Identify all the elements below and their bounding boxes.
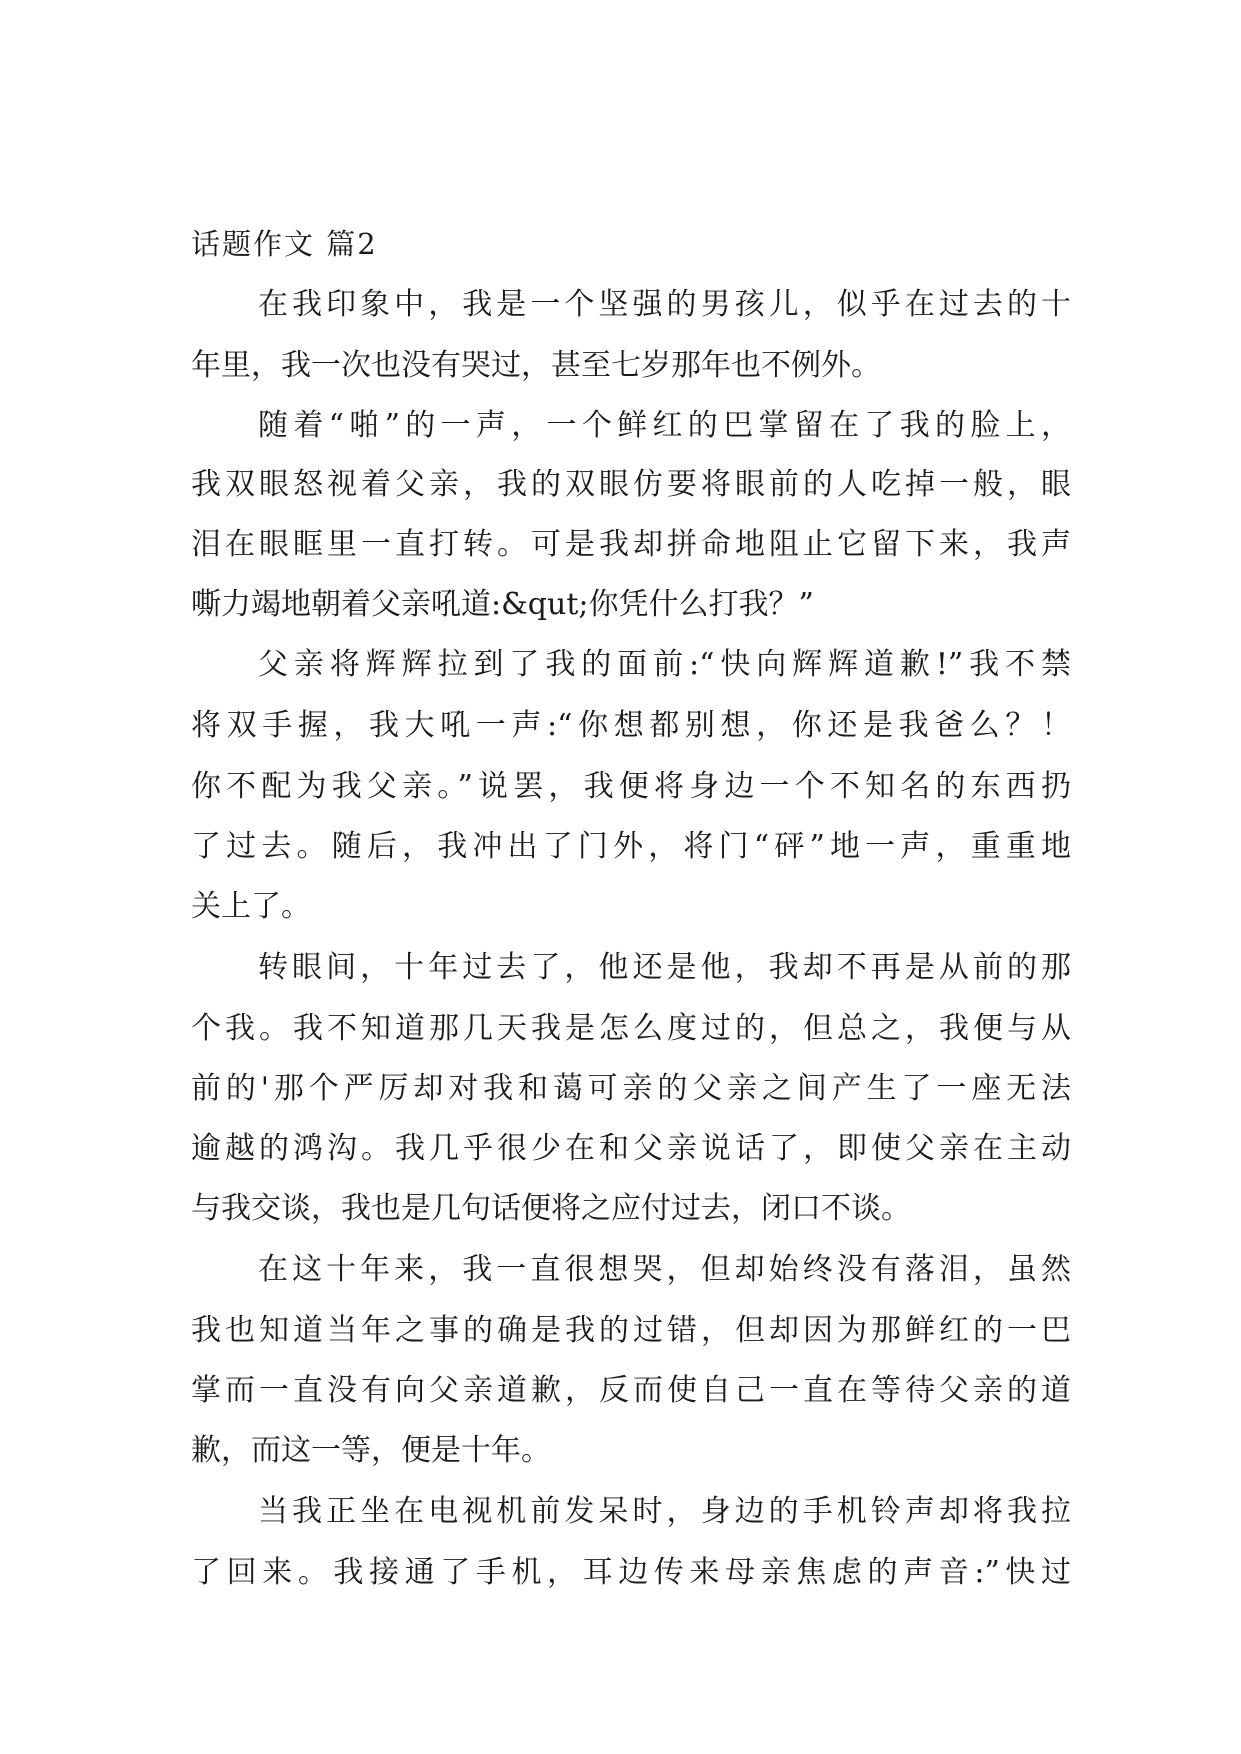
text-line: 随着“啪”的一声，一个鲜红的巴掌留在了我的脸上， (258, 408, 1071, 443)
text-line: 了过去。随后，我冲出了门外，将门“砰”地一声，重重地 (191, 829, 1071, 864)
document-title: 话题作文 篇2 (191, 227, 378, 261)
text-line: 父亲将辉辉拉到了我的面前:“快向辉辉道歉!”我不禁 (258, 647, 1071, 682)
text-line: 在我印象中，我是一个坚强的男孩儿，似乎在过去的十 (258, 287, 1071, 322)
text-line: 将双手握，我大吼一声:“你想都别想，你还是我爸么？！ (191, 708, 1071, 743)
text-line: 我也知道当年之事的确是我的过错，但却因为那鲜红的一巴 (191, 1313, 1071, 1348)
text-line: 关上了。 (191, 889, 311, 924)
text-line: 当我正坐在电视机前发呆时，身边的手机铃声却将我拉 (258, 1494, 1071, 1529)
text-line: 与我交谈，我也是几句话便将之应付过去，闭口不谈。 (191, 1191, 911, 1226)
text-line: 转眼间，十年过去了，他还是他，我却不再是从前的那 (258, 950, 1071, 985)
text-line: 歉，而这一等，便是十年。 (191, 1433, 551, 1468)
text-line: 年里，我一次也没有哭过，甚至七岁那年也不例外。 (191, 348, 881, 383)
text-line: 逾越的鸿沟。我几乎很少在和父亲说话了，即使父亲在主动 (191, 1131, 1071, 1166)
text-line: 个我。我不知道那几天我是怎么度过的，但总之，我便与从 (191, 1011, 1071, 1046)
text-line: 我双眼怒视着父亲，我的双眼仿要将眼前的人吃掉一般，眼 (191, 467, 1071, 502)
text-line: 掌而一直没有向父亲道歉，反而使自己一直在等待父亲的道 (191, 1373, 1071, 1408)
text-line: 前的'那个严厉却对我和蔼可亲的父亲之间产生了一座无法 (191, 1071, 1071, 1106)
text-line: 了回来。我接通了手机，耳边传来母亲焦虑的声音:”快过 (191, 1555, 1071, 1590)
text-line: 泪在眼眶里一直打转。可是我却拼命地阻止它留下来，我声 (191, 527, 1071, 562)
text-line: 在这十年来，我一直很想哭，但却始终没有落泪，虽然 (258, 1252, 1071, 1287)
text-line: 你不配为我父亲。”说罢，我便将身边一个不知名的东西扔 (191, 769, 1071, 804)
text-line: 嘶力竭地朝着父亲吼道:&qut;你凭什么打我？” (191, 587, 814, 622)
